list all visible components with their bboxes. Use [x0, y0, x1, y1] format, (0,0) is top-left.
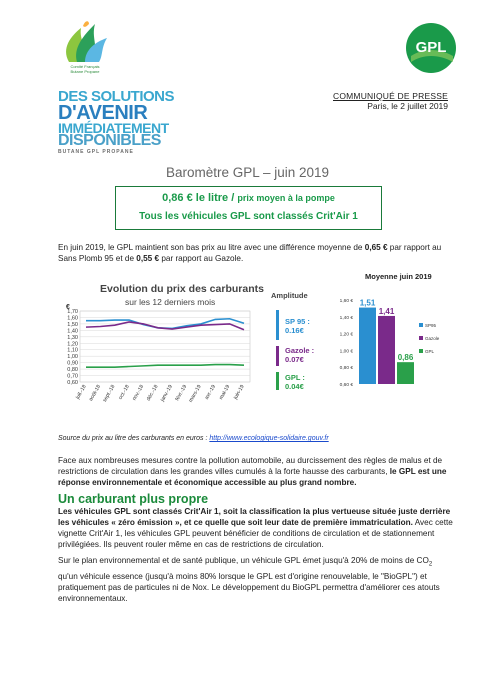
section-text: Avec cette vignette Crit'Air 1, les véhicules GPL peuvent bénéficier de conditions de circulation et de stationnement privilégiées. Ils peuvent rouler même en cas de restrictions de circulation. — [58, 518, 453, 549]
gpl-logo-text: GPL — [415, 39, 447, 56]
press-header — [333, 91, 448, 111]
y-tick-label: 1,00 € — [339, 349, 353, 355]
legend-label: Gazole — [425, 336, 440, 341]
bar-value-label: 0,86 — [397, 353, 414, 363]
bar-value-label: 1,51 — [359, 298, 376, 308]
x-tick-label: mars-19 — [187, 384, 203, 404]
x-tick-label: juin-19 — [232, 384, 246, 401]
paragraph-2-bold: le GPL est une réponse environnementale et économique accessible au plus grand nombre. — [58, 467, 447, 487]
amplitude-sp95-value: 0.16€ — [285, 326, 304, 335]
intro-text-e: par rapport au Gazole. — [159, 254, 244, 263]
y-tick-label: 1,20 € — [339, 332, 353, 338]
price-small: prix moyen à la pompe — [237, 193, 335, 203]
bar-gazole — [378, 316, 395, 384]
amplitude-gpl-label: GPL : — [285, 373, 305, 382]
critair-line: Tous les véhicules GPL sont classés Crit'Air 1 — [139, 211, 358, 222]
line-chart-subtitle: sur les 12 derniers mois — [125, 297, 216, 307]
x-tick-label: oct.-18 — [117, 384, 131, 401]
paragraph-2-text: Face aux nombreuses mesures contre la pollution automobile, au durcissement des règles de malus et de restrictions de circulation dans les grandes villes cumulés à la forte hausse des carburants, — [58, 456, 443, 476]
y-tick-label: 1,60 — [67, 315, 78, 322]
slogan — [58, 90, 178, 155]
y-tick-label: 1,10 — [67, 347, 78, 354]
x-tick-label: sept.-18 — [101, 384, 117, 404]
x-tick-label: mai-19 — [218, 384, 232, 401]
x-tick-label: avr.-19 — [203, 384, 218, 401]
price-bold: 0,86 € le litre / — [162, 192, 235, 204]
bar-chart-svg — [333, 272, 458, 397]
slogan-line-2: D'AVENIR — [58, 101, 148, 124]
paragraph-2 — [58, 455, 453, 488]
legend-label: GPL — [425, 349, 435, 354]
y-tick-label: 1,60 € — [339, 299, 353, 304]
bar-chart-title: Moyenne juin 2019 — [365, 272, 432, 281]
x-tick-label: août-18 — [88, 384, 103, 403]
intro-text-a: En juin 2019, le GPL maintient son bas prix au litre avec une différence moyenne de — [58, 243, 365, 252]
paragraph-3 — [58, 555, 453, 604]
amplitude-gpl-value: 0.04€ — [285, 382, 304, 391]
line-chart-title: Evolution du prix des carburants — [100, 283, 264, 295]
y-tick-label: 1,20 — [67, 341, 78, 348]
section-heading: Un carburant plus propre — [58, 492, 209, 506]
amplitude-sp95-label: SP 95 : — [285, 317, 310, 326]
intro-text-c: par rapport au Sans Plomb 95 et de — [58, 243, 442, 263]
bar-gpl — [397, 362, 414, 384]
legend-swatch — [419, 349, 423, 353]
amplitude-gazole-label: Gazole : — [285, 346, 315, 355]
intro-paragraph — [58, 242, 453, 264]
amplitude-gazole — [285, 346, 314, 364]
cfbp-logo-text: Comité Français Butane Propane — [70, 64, 100, 74]
price-line — [116, 192, 381, 204]
x-tick-label: déc.-18 — [145, 384, 160, 402]
line-chart — [60, 281, 270, 416]
y-tick-label: 0,90 — [67, 360, 78, 367]
amplitude-bar-gazole — [276, 346, 279, 366]
legend-label: SP95 — [425, 323, 437, 328]
y-tick-label: 1,40 — [67, 328, 78, 335]
slogan-line-3: IMMÉDIATEMENT — [58, 119, 169, 136]
intro-diff-gazole: 0,55 € — [136, 254, 160, 263]
y-tick-label: 1,70 — [67, 309, 78, 315]
slogan-line-5: BUTANE GPL PROPANE — [58, 149, 134, 156]
section-paragraph — [58, 506, 453, 550]
co2-subscript: 2 — [428, 561, 433, 568]
slogan-line-4: DISPONIBLES — [58, 132, 161, 150]
bar-sp95 — [359, 308, 376, 384]
amplitude-gpl — [285, 373, 305, 391]
paragraph-3-text-b: qu'un véhicule essence (jusqu'à moins 80% lorsque le GPL est d'origine renouvelable, le "BioGPL") et pratiquement pas de particules ni de Nox. Le développement du BioGPL permettra d'améliorer ces atouts environnementaux. — [58, 571, 440, 603]
paragraph-3-text-a: Sur le plan environnemental et de santé publique, un véhicule GPL émet jusqu'à 20% de moins de CO — [58, 556, 429, 565]
flame-leaf-icon — [55, 18, 115, 64]
press-dateline: Paris, le 2 juillet 2019 — [367, 101, 448, 111]
x-tick-label: nov.-18 — [131, 384, 146, 402]
amplitude-title: Amplitude — [271, 291, 308, 300]
y-tick-label: 1,50 — [67, 321, 78, 328]
source-line — [58, 435, 329, 442]
x-tick-label: janv.-19 — [159, 384, 174, 403]
amplitude-bar-sp95 — [276, 310, 279, 340]
source-link[interactable]: http://www.ecologique-solidaire.gouv.fr — [209, 435, 329, 442]
amplitude-bar-gpl — [276, 372, 279, 390]
y-tick-label: 0,70 — [67, 373, 78, 380]
intro-diff-sp95: 0,65 € — [364, 243, 388, 252]
legend-swatch — [419, 336, 423, 340]
line-chart-svg — [60, 281, 270, 416]
source-text: Source du prix au litre des carburants en euros : — [58, 435, 210, 442]
x-tick-label: juil.-18 — [74, 384, 88, 401]
legend-swatch — [419, 323, 423, 327]
y-tick-label: 0,60 € — [339, 383, 353, 388]
page-title: Baromètre GPL – juin 2019 — [165, 165, 330, 180]
plot-area — [80, 311, 250, 382]
headline-box — [115, 186, 382, 230]
bar-chart — [333, 272, 458, 397]
y-tick-label: 0,80 € — [339, 366, 353, 372]
y-axis-label: € — [66, 304, 70, 311]
slogan-line-1: DES SOLUTIONS — [58, 88, 175, 105]
y-tick-label: 1,30 — [67, 334, 78, 341]
bar-value-label: 1,41 — [378, 306, 395, 316]
section-bold: Les véhicules GPL sont classés Crit'Air 1, soit la classification la plus vertueuse située juste derrière les véhicules « zéro émission », et ce quelle que soit leur date de première immatriculation. — [58, 507, 451, 527]
amplitude-gazole-value: 0.07€ — [285, 355, 304, 364]
y-tick-label: 1,00 — [67, 354, 78, 361]
gpl-logo — [405, 22, 457, 74]
y-tick-label: 0,60 — [67, 380, 78, 386]
x-tick-label: févr.-19 — [174, 384, 189, 402]
y-tick-label: 0,80 — [67, 367, 78, 374]
press-label: COMMUNIQUÉ DE PRESSE — [333, 91, 448, 101]
amplitude-sp95 — [285, 317, 310, 335]
y-tick-label: 1,40 € — [339, 315, 353, 321]
cfbp-logo — [55, 18, 115, 80]
